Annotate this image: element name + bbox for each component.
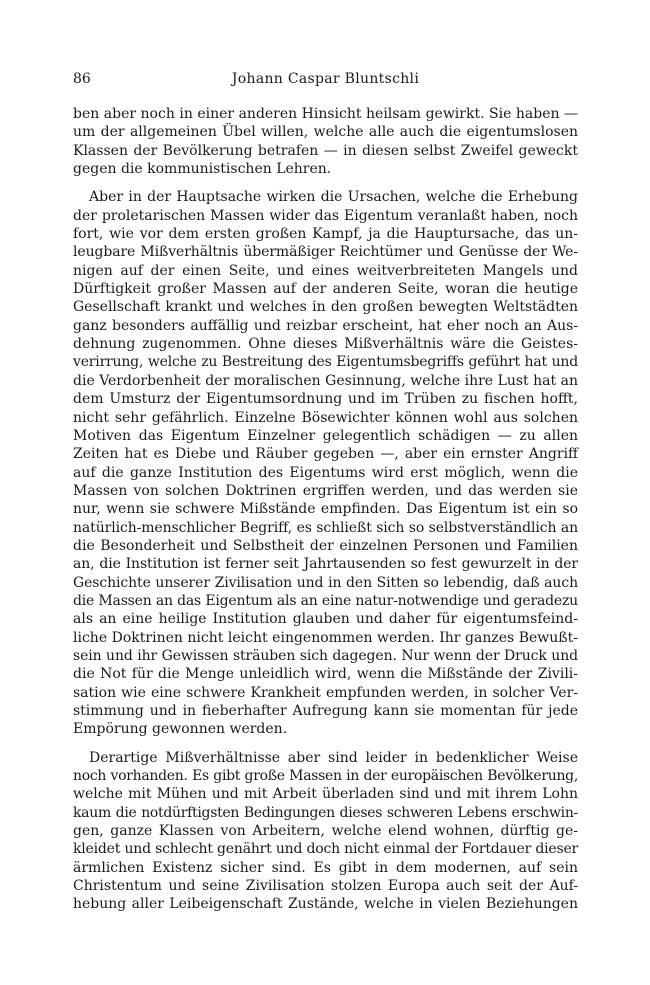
page-number: 86 — [73, 71, 91, 87]
text-line: ben aber noch in einer anderen Hinsicht heilsam gewirkt. Sie haben — — [73, 106, 578, 122]
text-line: sein und ihr Gewissen sträuben sich dagegen. Nur wenn der Druck und — [73, 647, 578, 664]
text-line: um der allgemeinen Übel willen, welche alle auch die eigentumslosen — [73, 124, 578, 141]
text-line: welche mit Mühen und mit Arbeit überladen sind und mit ihrem Lohn — [73, 786, 578, 803]
text-line: Geschichte unserer Zivilisation und in den Sitten so lebendig, daß auch — [73, 574, 578, 591]
paragraph — [73, 749, 578, 914]
text-line: liche Doktrinen nicht leicht eingenommen werden. Ihr ganzes Bewußt- — [73, 629, 578, 646]
text-line: die Massen an das Eigentum als an eine natur-notwendige und geradezu — [73, 592, 578, 609]
text-line: kaum die notdürftigsten Bedingungen dieses schweren Lebens erschwin- — [73, 804, 578, 821]
text-line: nur, wenn sie schwere Mißstände empfinden. Das Eigentum ist ein so — [73, 501, 578, 518]
text-line: gegen die kommunistischen Lehren. — [73, 161, 332, 178]
text-line: Motiven das Eigentum Einzelner gelegentlich schädigen — zu allen — [73, 427, 578, 444]
text-line: fort, wie vor dem ersten großen Kampf, ja die Hauptursache, das un- — [73, 226, 578, 243]
text-line: die Not für die Menge unleidlich wird, wenn die Mißstände der Zivili- — [73, 666, 578, 683]
text-line: die Verdorbenheit der moralischen Gesinnung, welche ihre Lust hat an — [73, 372, 578, 389]
text-line: natürlich-menschlicher Begriff, es schließt sich so selbstverständlich an — [73, 519, 578, 536]
text-line: gen, ganze Klassen von Arbeitern, welche elend wohnen, dürftig ge- — [73, 823, 578, 840]
text-line: Zeiten hat es Diebe und Räuber gegeben —, aber ein ernster Angriff — [73, 446, 578, 463]
text-line: nicht sehr gefährlich. Einzelne Bösewichter können wohl aus solchen — [73, 409, 578, 426]
text-line: Dürftigkeit großer Massen auf der anderen Seite, woran die heutige — [73, 281, 578, 298]
text-line: Empörung gewonnen werden. — [73, 721, 288, 738]
page-header — [73, 71, 578, 89]
text-line: leugbare Mißverhältnis übermäßiger Reichtümer und Genüsse der We- — [73, 244, 578, 261]
text-line: stimmung und in fieberhafter Aufregung kann sie momentan für jede — [73, 703, 578, 719]
paragraph — [73, 105, 578, 178]
text-line: verirrung, welche zu Bestreitung des Eigentumsbegriffs geführt hat und — [73, 354, 578, 371]
text-line: dehnung zugenommen. Ohne dieses Mißverhältnis wäre die Geistes- — [73, 336, 578, 353]
text-line: hebung aller Leibeigenschaft Zustände, welche in vielen Beziehungen — [73, 896, 578, 913]
text-line: an, die Institution ist ferner seit Jahrtausenden so fest gewurzelt in der — [73, 556, 578, 573]
text-line: Aber in der Hauptsache wirken die Ursachen, welche die Erhebung — [89, 189, 578, 206]
paragraph — [73, 188, 578, 738]
text-line: nigen auf der einen Seite, und eines weitverbreiteten Mangels und — [73, 262, 578, 279]
text-line: Gesellschaft krankt und welches in den großen bewegten Weltstädten — [73, 299, 578, 316]
running-title: Johann Caspar Bluntschli — [231, 71, 420, 87]
text-line: Christentum und seine Zivilisation stolzen Europa auch seit der Auf- — [73, 878, 578, 895]
text-line: der proletarischen Massen wider das Eigentum veranlaßt haben, noch — [73, 207, 578, 224]
text-line: als an eine heilige Institution glauben und daher für eigentumsfeind- — [73, 611, 578, 628]
text-line: ärmlichen Existenz sicher sind. Es gibt in dem modernen, auf sein — [73, 859, 578, 876]
text-line: Klassen der Bevölkerung betrafen — in diesen selbst Zweifel geweckt — [73, 142, 578, 159]
text-line: sation wie eine schwere Krankheit empfunden werden, in solcher Ver- — [73, 684, 578, 701]
body-text — [73, 105, 578, 914]
text-line: Massen von solchen Doktrinen ergriffen werden, und das werden sie — [73, 482, 578, 499]
text-line: Derartige Mißverhältnisse aber sind leider in bedenklicher Weise — [89, 749, 578, 766]
text-line: dem Umsturz der Eigentumsordnung und im Trüben zu fischen hofft, — [73, 391, 578, 408]
text-line: noch vorhanden. Es gibt große Massen in der europäischen Bevölkerung, — [73, 768, 578, 785]
text-line: kleidet und schlecht genährt und doch nicht einmal der Fortdauer dieser — [73, 841, 579, 858]
text-line: auf die ganze Institution des Eigentums wird erst möglich, wenn die — [73, 464, 578, 481]
text-line: ganz besonders auffällig und reizbar erscheint, hat eher noch an Aus- — [73, 317, 578, 334]
text-line: die Besonderheit und Selbstheit der einzelnen Personen und Familien — [73, 537, 578, 554]
